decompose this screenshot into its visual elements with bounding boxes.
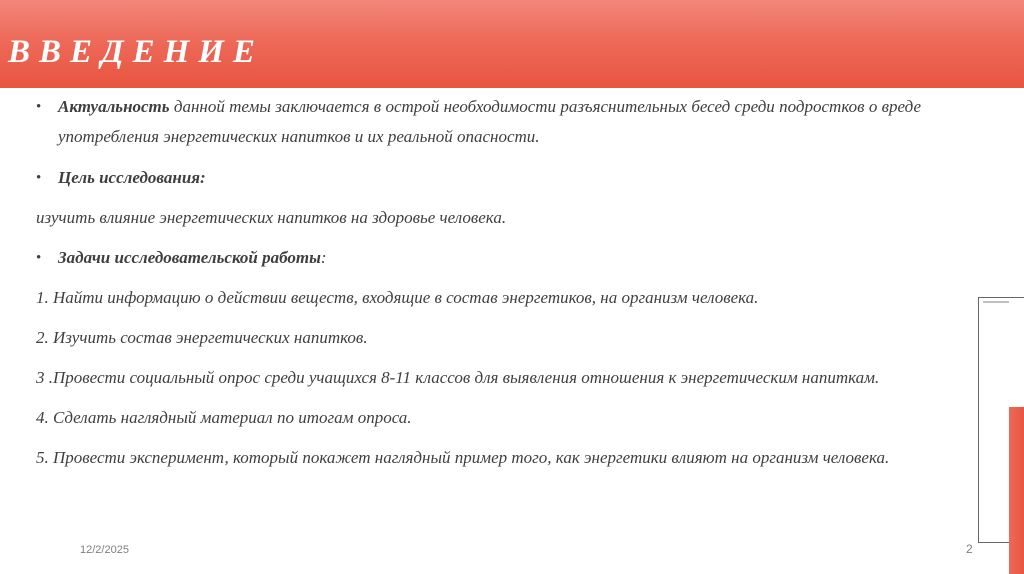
side-frame-mark [983, 301, 1009, 303]
bullet-icon: • [36, 250, 42, 266]
page-number: 2 [966, 542, 973, 556]
relevance-text: данной темы заключается в острой необходимости разъяснительных бесед среди подростков о вреде употребления энергетических напитков и их реальной опасности. [58, 97, 921, 146]
goal-text: изучить влияние энергетических напитков на здоровье человека. [36, 208, 507, 227]
slide-body [36, 92, 921, 473]
goal-heading-paragraph [36, 163, 921, 193]
tasks-heading: Задачи исследовательской работы [58, 248, 321, 267]
task-item-3: 3 .Провести социальный опрос среди учащихся 8-11 классов для выявления отношения к энергетическим напиткам. [36, 368, 880, 387]
goal-heading: Цель исследования: [58, 168, 206, 187]
accent-side-bar [1009, 407, 1024, 574]
relevance-label: Актуальность [58, 97, 170, 116]
tasks-heading-paragraph [36, 243, 921, 273]
task-item-1: 1. Найти информацию о действии веществ, входящие в состав энергетиков, на организм человека. [36, 288, 759, 307]
task-item-5: 5. Провести эксперимент, который покажет наглядный пример того, как энергетики влияют на организм человека. [36, 448, 890, 467]
bullet-icon: • [36, 170, 42, 186]
relevance-paragraph [36, 92, 921, 152]
bullet-icon: • [36, 99, 42, 115]
tasks-heading-colon: : [320, 248, 327, 267]
footer-date: 12/2/2025 [80, 544, 129, 556]
title-banner [0, 0, 1024, 88]
task-item-2: 2. Изучить состав энергетических напитков. [36, 328, 368, 347]
task-item-4: 4. Сделать наглядный материал по итогам опроса. [36, 408, 412, 427]
slide-title: ВВЕДЕНИЕ [8, 34, 264, 70]
